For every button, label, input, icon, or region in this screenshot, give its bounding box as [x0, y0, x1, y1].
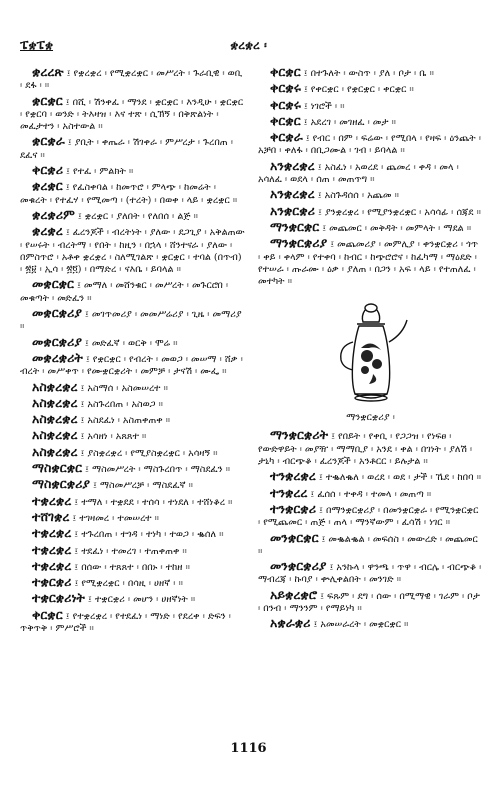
entry-headword: መንቋርቋሪያ [270, 558, 327, 574]
dictionary-entry [20, 508, 245, 525]
entry-definition: ፤ ፈረንጆች ፡ ብረትነት ፡ ያለው ፡ ደጋጊያ ፡ አቅልጠው ፡ የሠሩት ፡ ብረትማ ፡ የበት ፡ ከዚን ፡ በኋላ ፡ ሸንተናራ ፡ ያለው ፡ በምስጥሮ ፡ አቶቀ ቋረቋረ ፡ ስለሚገልጽ ፡ ቋርቋር ፡ ተባል (በጥብ) ፡ ፳፱ ፡ ኢሳ ፡ ፳፬) ፡ በማድረ ፡ ናእቤ ፡ ይባላል ። [20, 227, 245, 276]
entry-definition: ፤ የበይት ፡ የቀቢ ፡ የጋጋዝ ፡ የነፍፀ ፡ የውድዋይት ፡ መያዥ ፡ ማማቢያ ፡ አንደ ፡ ቀል ፡ በገነት ፡ ያለሽ ፡ ታኒካ ፡ ብርጭቆ ፡ ፈረንጆች ፡ አንቶርር ፡ ይሉታል ። [258, 431, 473, 468]
dictionary-entry [20, 413, 245, 427]
dictionary-entry [20, 462, 245, 476]
entry-headword: አስቋረቋረ [32, 443, 78, 459]
entry-headword: ተቋረቋረ [32, 525, 72, 541]
dictionary-entry [258, 202, 483, 219]
running-title: ቋረቋረ ፡ [230, 38, 267, 52]
dictionary-entry [20, 225, 245, 276]
entry-headword: ማስቋርቋሪያ [32, 476, 90, 492]
entry-headword: አስቋረቋረ [32, 427, 78, 443]
entry-definition: ፤ የፈስቀባል ፡ ከመጥሮ ፡ ምላጭ ፡ ከመሬት ፡ መቁረት ፡ የተፈሃ ፡ የሚመጣ ፡ (ተረት) ፡ በወቀ ፡ ላይ ፡ ቋረቋር ። [20, 182, 238, 206]
entry-definition: ፤ አደረገ ፡ መገዘፈ ፡ መታ ። [303, 116, 396, 128]
dictionary-entry [20, 606, 245, 636]
entry-headword: ተቋርቋሪ [32, 574, 72, 590]
left-column [20, 66, 245, 637]
entry-headword: አንቋርቋሪ [270, 202, 315, 218]
dictionary-entry [258, 617, 483, 631]
dictionary-entry [20, 349, 245, 379]
entry-headword: ተቋርቋሪነት [32, 590, 85, 606]
dictionary-entry [258, 112, 483, 129]
entry-definition: ፤ አመሠራረት ፡ መቋርቋር ። [313, 619, 409, 631]
dictionary-entry [258, 96, 483, 113]
entry-definition: ፤ የቋርቋር ፡ የብረት ፡ መወጋ ፡ መሠማ ፡ ሸቃ ፡ ብረት ፡ መሥቀጥ ፡ የሙቋርቋሪት ፡ መምቻ ፡ ታናሽ ፡ ሙፌ ። [20, 353, 243, 378]
entry-definition: ፤ አሳዘነ ፡ አጸጸተ ። [80, 431, 147, 443]
entry-headword: ቋረቋረ [32, 223, 63, 239]
entry-definition: ፤ ያስቋረቋረ ፡ የሚያስቋረቋር ፡ አሳዛኝ ። [80, 447, 218, 459]
dictionary-entry [258, 586, 483, 616]
page-header [20, 38, 477, 56]
dictionary-entry [258, 218, 483, 235]
dictionary-entry [20, 394, 245, 411]
entry-headword: አቋራቋሪ [270, 615, 311, 631]
entry-definition: ፤ መቈልቈል ፡ መፍሰስ ፡ መውረድ ፡ መጨመር ። [258, 533, 478, 557]
dictionary-entry [258, 470, 483, 484]
entry-headword: ማስቋርቋር [32, 460, 83, 476]
entry-headword: ቋረቋር [32, 178, 63, 194]
entry-headword: ተሸገቋረ [32, 508, 70, 524]
right-column-top-entries [258, 66, 483, 288]
entry-headword: ቋርቋር [32, 92, 63, 108]
dictionary-entry [20, 92, 245, 134]
entry-definition: ፤ የብር ፡ በም ፡ ፍሬው ፡ የሚበላ ፡ የዛፍ ፡ ዕንጨት ፡ አቻበ ፡ ቀለፋ ፡ በቢጋሙል ፡ ገብ ፡ ይባላል ። [258, 133, 481, 157]
entry-definition: ፤ የተቋረቋረ ፡ የተደፈነ ፡ ማነድ ፡ የደረቀ ፡ ድፍን ፡ ጥቅጥቅ ፡ ምሥሮች ። [20, 610, 231, 634]
dictionary-entry [20, 180, 245, 207]
entry-definition: ፤ ተደፈነ ፡ ተመረገ ፡ ተጠቀጠቀ ። [74, 545, 187, 557]
right-column-bottom-entries [258, 429, 483, 631]
entry-headword: ቀርቋራ [270, 129, 303, 145]
dictionary-entry [20, 541, 245, 558]
entry-definition: ፤ አስደፈነ ፡ አስጠቀጠቀ ። [80, 415, 171, 427]
entry-headword: መቋርቋር [32, 276, 74, 292]
dictionary-entry [20, 378, 245, 395]
dictionary-entry [258, 188, 483, 202]
dictionary-entry [258, 500, 483, 530]
dictionary-entry [20, 66, 245, 93]
entry-headword: አንቋረቋረ [270, 186, 315, 202]
dictionary-entry [20, 557, 245, 574]
dictionary-entry [258, 66, 483, 80]
entry-definition: ፤ ተገዛመረ ፡ ተመሠረተ ። [72, 512, 159, 524]
entry-headword: ቀርቋሩ [270, 80, 301, 96]
dictionary-entry [258, 429, 483, 468]
entry-definition: ፤ አስጉዳሰሰ ፡ አጨመ ። [317, 190, 399, 202]
entry-definition: ፤ ነገሮች ፡ ። [303, 100, 345, 112]
entry-definition: ፤ መድፈኛ ፡ ወርቅ ፡ ሞሬ ። [84, 337, 178, 349]
entry-headword: አይቋረቋሮ [270, 586, 318, 602]
entry-headword: አስቋረቋረ [32, 378, 78, 394]
entry-headword: ማንቋርቋር [270, 218, 320, 234]
dictionary-entry [20, 443, 245, 460]
entry-definition: ፤ አንኩላ ፡ ዋንጫ ፡ ጥዋ ፡ ብርሌ ፡ ብርጭቆ ፡ ማብረጃ ፡ ኩባያ ፡ ቍሊቀልበት ፡ መንገድ ። [258, 562, 482, 586]
entry-definition: ፤ ማስመሥረት ፡ ማስጉረበጥ ፡ ማስደፈን ። [85, 464, 231, 476]
dictionary-entry [20, 592, 245, 606]
entry-headword: ቋረረጽ [32, 64, 64, 79]
entry-definition: ፤ ፈሰሰ ፡ ተቀዳ ፡ ተመላ ፡ መጠጣ ። [310, 488, 432, 500]
entry-definition: ፤ መገጥመሪያ ፡ መመሥሬሪያ ፡ ጊዜ ፡ መማሪያ ። [20, 309, 242, 333]
entry-headword: ተንቋረረ [270, 484, 308, 500]
dictionary-entry [20, 164, 245, 178]
entry-headword: ቋረቋሪም [32, 206, 75, 222]
entry-headword: አስቋረቋረ [32, 394, 78, 410]
dictionary-entry [258, 237, 483, 288]
dictionary-entry [258, 529, 483, 559]
entry-headword: ማንቋርቋሪያ [270, 235, 328, 251]
entry-definition: ፤ አስማሰ ፡ አስመሠረተ ። [80, 382, 168, 394]
dictionary-entry [20, 478, 245, 492]
entry-headword: ተንቋርቋሪ [270, 500, 317, 516]
entry-definition: ፤ የተፈ ፡ ምልክት ። [66, 166, 134, 178]
entry-definition: ፤ በሺ ፡ ሽንቀፈ ፡ ማንደ ፡ ቋርቋር ፡ እንዲሁ ፡ ቋርቋር ፡ የቋርባ ፡ ወንድ ፡ ትእዛዝ ፡ እና ተጽ ፡ ሲኽኝ ፡ በቅጽልነት ፡ መፈታተን ፡ አስተውል ። [20, 96, 244, 133]
entry-definition: ፤ ተማለ ፡ ተቋደደ ፡ ተሰሳ ፡ ተነደለ ፡ ተሸነቆረ ። [74, 496, 233, 508]
entry-headword: አስቋረቋረ [32, 411, 78, 427]
entry-definition: ፤ በማንቋርቋሪያ ፡ በመንቋርቋራ ፡ የሚንቋርቋር ፡ የሚጨመር ፡ ጠጅ ፡ ጠላ ፡ ማንኛውም ፡ ፈሳሽ ፡ ነገር ። [258, 504, 479, 529]
entry-headword: ተቋረቋረ [32, 492, 72, 508]
dictionary-entry [20, 576, 245, 590]
dictionary-entry [258, 560, 483, 587]
entry-headword: መንቋርቋር [270, 529, 319, 545]
dictionary-entry [20, 278, 245, 305]
entry-headword: ቀርቋር [32, 606, 63, 622]
entry-headword: አንቋረቋረ [270, 157, 315, 173]
entry-headword: ተንቋረቋረ [270, 468, 316, 484]
dictionary-entry [20, 135, 245, 162]
entry-definition: ፤ ቋረቋር ፡ ያለበት ፡ የለበሰ ፡ ልጅ ። [77, 210, 198, 222]
entry-definition: ፤ ተጉረበጠ ፡ ተጎዳ ፡ ተነካ ፡ ተወጋ ፡ ቈሰለ ። [74, 529, 224, 541]
entry-headword: መቋርቋሪያ [32, 305, 82, 321]
page-number: 1116 [230, 741, 267, 756]
entry-definition: ፤ የቋረቋረ ፡ የሚቋረቋር ፡ መሥረት ፡ ጉራቢዊ ፡ ወቢ ፡ ደፋ ፡ ። [20, 68, 243, 92]
dictionary-entry [20, 429, 245, 443]
entry-headword: ማንቋርቋሪት [270, 427, 329, 443]
figure-caption: ማንቋርቋሪያ ፡ [346, 412, 395, 424]
entry-headword: ተቋረቋረ [32, 557, 72, 573]
dictionary-entry [20, 527, 245, 541]
right-column [258, 66, 483, 634]
dictionary-entry [258, 484, 483, 501]
dictionary-entry [20, 492, 245, 509]
entry-headword: ቋርቋራ [32, 133, 65, 149]
dictionary-entry [258, 157, 483, 187]
entry-headword: ቀርቋሪ [32, 162, 64, 178]
entry-definition: ፤ ያቢት ፡ ቀጤራ ፡ ሽገቀራ ፡ ምሥረታ ፡ ጉረበጠ ፡ ደፈና ። [20, 137, 233, 161]
entry-definition: ፤ አስጉረበጠ ፡ አስወጋ ። [80, 398, 163, 410]
entry-definition: ፤ አስፈነ ፡ አወረደ ፡ ጨመረ ፡ ቀዳ ፡ መላ ፡ አሳለፈ ፡ ወደላ ፡ ሰጠ ፡ መጠጥግ ። [258, 161, 459, 186]
dictionary-entry [258, 131, 483, 158]
entry-definition: ፤ መጨመር ፡ መቅዳት ፡ መምላት ፡ ማደል ። [322, 222, 472, 234]
entry-definition: ፤ ማስመሥረቻ ፡ ማስደፈኛ ። [92, 480, 193, 492]
dictionary-entry [20, 307, 245, 334]
entry-headword: ቀርቋር [270, 64, 301, 79]
entry-definition: ፤ ፍጹም ፡ ደግ ፡ ሰው ፡ በሚማዊ ፡ ገራም ፡ ቦታ ፡ በንብ ፡ ማንንም ፡ የማይነካ ። [258, 590, 480, 615]
entry-definition: ፤ የሚቋረቋር ፡ በሳዚ ፡ ሀዘኛ ፡ ። [74, 578, 183, 590]
entry-definition: ፤ የቀርቋር ፡ የቋርቋር ፡ ቀርቋር ። [303, 84, 414, 96]
dictionary-entry [258, 82, 483, 96]
entry-definition: ፤ በሰው ፡ ተጸጸተ ፡ በበኑ ፡ ተከዘ ። [74, 561, 190, 573]
entry-headword: ቀርቋር [270, 112, 301, 128]
guide-word: ፔቋፔቋ [20, 38, 54, 52]
entry-headword: ተቋረቋረ [32, 541, 72, 557]
entry-definition: ፤ መጨመሪያ ፡ መምሊያ ፡ ቀንቋርቋሪ ፡ ጎጥ ፡ ቀይ ፡ ቀላም ፡ የተቀባ ፡ ከብር ፡ ከጭሮሮና ፡ ከፈካማ ፡ ማዕደድ ፡ የተሠራ ፡ ጡራሙ ፡ ዕቃ ፡ ያለጠ ፡ በጋን ፡ አፍ ፡ ላይ ፡ የተጠለፈ ፡ መተካት ። [258, 239, 479, 288]
entry-definition: ፤ ያንቋረቋረ ፡ የሚያንቋረቋር ፡ አሳሳፊ ፡ ሰጃደ ። [317, 206, 481, 218]
entry-definition: ፤ በተጉለት ፡ ውስጥ ፡ ያለ ፡ ቦታ ፡ ቤ ። [303, 68, 434, 79]
coffee-pot-illustration [331, 298, 411, 408]
entry-definition: ፤ መማለ ፡ መሸንቁር ፡ መሥረት ፡ መጉርሮበ ፡ መቁጣት ፡ መድፈን ። [20, 280, 229, 304]
entry-headword: መቋረቋሪት [32, 349, 83, 365]
entry-headword: መቋርቋሪያ [32, 333, 82, 349]
dictionary-entry [20, 333, 245, 350]
entry-definition: ፤ ተቋርቋሪ ፡ መሆን ፡ ሀዘኛነት ። [87, 594, 196, 606]
entry-headword: ቀርቋሩ [270, 96, 301, 112]
entry-definition: ፤ ተቈለቈለ ፡ ወረደ ፡ ወደ ፡ ታች ፡ ኼደ ፡ ከበባ ። [318, 472, 482, 484]
dictionary-entry [20, 206, 245, 223]
